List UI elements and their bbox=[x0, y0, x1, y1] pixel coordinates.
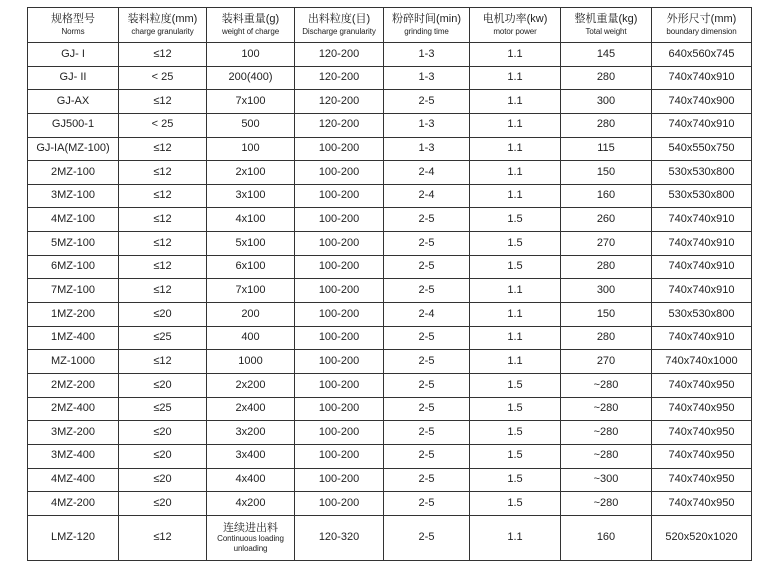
table-cell: 150 bbox=[561, 161, 652, 185]
table-row bbox=[28, 326, 752, 350]
table-cell: 1.5 bbox=[470, 208, 561, 232]
table-cell: 740x740x950 bbox=[652, 492, 752, 516]
table-cell-continuous bbox=[207, 515, 295, 560]
table-cell: ~280 bbox=[561, 373, 652, 397]
table-cell: 2-5 bbox=[384, 515, 470, 560]
table-cell: ≤12 bbox=[119, 232, 207, 256]
table-cell: 260 bbox=[561, 208, 652, 232]
table-cell: 1.1 bbox=[470, 184, 561, 208]
table-cell: 100-200 bbox=[295, 255, 384, 279]
header-total-weight: 整机重量(kg) Total weight bbox=[561, 8, 652, 43]
table-cell: 1.1 bbox=[470, 66, 561, 90]
table-cell: 100 bbox=[207, 137, 295, 161]
table-cell: GJ- I bbox=[28, 43, 119, 67]
table-cell: 2-5 bbox=[384, 279, 470, 303]
table-cell: ≤25 bbox=[119, 397, 207, 421]
table-cell: 120-320 bbox=[295, 515, 384, 560]
table-cell: 300 bbox=[561, 90, 652, 114]
table-row bbox=[28, 303, 752, 327]
table-cell: 1.1 bbox=[470, 113, 561, 137]
table-cell: 2-5 bbox=[384, 373, 470, 397]
table-cell: ≤12 bbox=[119, 279, 207, 303]
table-row-lmz-120 bbox=[28, 515, 752, 560]
table-cell: 100-200 bbox=[295, 397, 384, 421]
table-cell: < 25 bbox=[119, 113, 207, 137]
table-row bbox=[28, 350, 752, 374]
table-row bbox=[28, 43, 752, 67]
table-cell: GJ500-1 bbox=[28, 113, 119, 137]
table-cell: 1.5 bbox=[470, 255, 561, 279]
table-cell: ≤20 bbox=[119, 468, 207, 492]
table-cell: 2MZ-200 bbox=[28, 373, 119, 397]
table-row bbox=[28, 208, 752, 232]
table-cell: 520x520x1020 bbox=[652, 515, 752, 560]
table-cell: ~280 bbox=[561, 492, 652, 516]
header-charge-granularity: 装料粒度(mm) charge granularity bbox=[119, 8, 207, 43]
table-cell: 400 bbox=[207, 326, 295, 350]
table-cell: 3x100 bbox=[207, 184, 295, 208]
table-cell: 530x530x800 bbox=[652, 161, 752, 185]
table-cell: 2-5 bbox=[384, 350, 470, 374]
table-cell: 160 bbox=[561, 184, 652, 208]
table-cell: 740x740x950 bbox=[652, 397, 752, 421]
table-cell: 740x740x910 bbox=[652, 232, 752, 256]
table-cell: 4x200 bbox=[207, 492, 295, 516]
header-boundary-dimension: 外形尺寸(mm) boundary dimension bbox=[652, 8, 752, 43]
table-cell: 2x400 bbox=[207, 397, 295, 421]
table-cell: 100-200 bbox=[295, 137, 384, 161]
table-cell: 3MZ-400 bbox=[28, 444, 119, 468]
table-cell: 4MZ-400 bbox=[28, 468, 119, 492]
table-cell: 2-5 bbox=[384, 468, 470, 492]
table-cell: 2MZ-100 bbox=[28, 161, 119, 185]
table-cell: 100-200 bbox=[295, 184, 384, 208]
table-cell: 1MZ-200 bbox=[28, 303, 119, 327]
table-cell: 100-200 bbox=[295, 232, 384, 256]
table-cell: 7MZ-100 bbox=[28, 279, 119, 303]
table-row bbox=[28, 468, 752, 492]
table-cell: 200 bbox=[207, 303, 295, 327]
table-cell: 740x740x910 bbox=[652, 208, 752, 232]
continuous-label-en-2: unloading bbox=[233, 543, 268, 553]
table-cell: 2MZ-400 bbox=[28, 397, 119, 421]
table-cell: 2-5 bbox=[384, 255, 470, 279]
table-cell: ~280 bbox=[561, 397, 652, 421]
table-row bbox=[28, 66, 752, 90]
table-cell: 500 bbox=[207, 113, 295, 137]
table-cell: 1MZ-400 bbox=[28, 326, 119, 350]
table-cell: 1.1 bbox=[470, 326, 561, 350]
header-row bbox=[28, 8, 752, 43]
table-cell: 5x100 bbox=[207, 232, 295, 256]
header-motor-power: 电机功率(kw) motor power bbox=[470, 8, 561, 43]
table-cell: ≤20 bbox=[119, 303, 207, 327]
table-cell: ≤12 bbox=[119, 137, 207, 161]
table-cell: 1.1 bbox=[470, 137, 561, 161]
table-cell: 740x740x910 bbox=[652, 66, 752, 90]
table-cell: ≤12 bbox=[119, 208, 207, 232]
table-cell: 740x740x910 bbox=[652, 255, 752, 279]
table-cell: 100-200 bbox=[295, 208, 384, 232]
table-cell: 120-200 bbox=[295, 113, 384, 137]
table-cell: ≤25 bbox=[119, 326, 207, 350]
table-cell: 100-200 bbox=[295, 161, 384, 185]
spec-table bbox=[27, 7, 752, 561]
table-cell: 740x740x910 bbox=[652, 113, 752, 137]
table-cell: 100-200 bbox=[295, 279, 384, 303]
table-cell: 270 bbox=[561, 232, 652, 256]
table-cell: 1-3 bbox=[384, 113, 470, 137]
table-cell: ≤12 bbox=[119, 515, 207, 560]
table-cell: GJ-IA(MZ-100) bbox=[28, 137, 119, 161]
table-cell: 1.5 bbox=[470, 397, 561, 421]
table-cell: 4x100 bbox=[207, 208, 295, 232]
table-cell: 1.5 bbox=[470, 492, 561, 516]
table-cell: 280 bbox=[561, 326, 652, 350]
table-cell: ~280 bbox=[561, 444, 652, 468]
header-grinding-time: 粉碎时间(min) grinding time bbox=[384, 8, 470, 43]
table-cell: 100-200 bbox=[295, 373, 384, 397]
table-cell: 100-200 bbox=[295, 444, 384, 468]
table-cell: 530x530x800 bbox=[652, 184, 752, 208]
table-cell: 2-5 bbox=[384, 444, 470, 468]
table-cell: 1.1 bbox=[470, 350, 561, 374]
table-cell: 1.1 bbox=[470, 161, 561, 185]
table-cell: 145 bbox=[561, 43, 652, 67]
table-cell: ≤20 bbox=[119, 421, 207, 445]
table-cell: ≤12 bbox=[119, 161, 207, 185]
table-cell: ≤12 bbox=[119, 43, 207, 67]
table-cell: 100-200 bbox=[295, 350, 384, 374]
table-cell: 740x740x950 bbox=[652, 468, 752, 492]
table-cell: 1.1 bbox=[470, 279, 561, 303]
table-cell: 280 bbox=[561, 113, 652, 137]
table-cell: 100 bbox=[207, 43, 295, 67]
table-cell: 160 bbox=[561, 515, 652, 560]
table-cell: 100-200 bbox=[295, 468, 384, 492]
table-cell: 2-5 bbox=[384, 397, 470, 421]
table-cell: 1-3 bbox=[384, 43, 470, 67]
table-cell: 100-200 bbox=[295, 421, 384, 445]
table-cell: 1-3 bbox=[384, 137, 470, 161]
table-cell: 740x740x1000 bbox=[652, 350, 752, 374]
table-cell: 3MZ-200 bbox=[28, 421, 119, 445]
header-weight-of-charge: 装料重量(g) weight of charge bbox=[207, 8, 295, 43]
table-cell: 120-200 bbox=[295, 66, 384, 90]
table-row bbox=[28, 444, 752, 468]
table-cell: 2-5 bbox=[384, 492, 470, 516]
table-cell: GJ- II bbox=[28, 66, 119, 90]
table-cell: 1.5 bbox=[470, 421, 561, 445]
table-cell: 3MZ-100 bbox=[28, 184, 119, 208]
table-cell: 120-200 bbox=[295, 90, 384, 114]
table-cell: 7x100 bbox=[207, 90, 295, 114]
table-cell: ≤20 bbox=[119, 444, 207, 468]
table-row bbox=[28, 137, 752, 161]
table-cell: 3x200 bbox=[207, 421, 295, 445]
table-row bbox=[28, 184, 752, 208]
header-discharge-granularity: 出料粒度(目) Discharge granularity bbox=[295, 8, 384, 43]
table-cell: 740x740x900 bbox=[652, 90, 752, 114]
table-row bbox=[28, 279, 752, 303]
table-cell: 280 bbox=[561, 66, 652, 90]
table-cell: 7x100 bbox=[207, 279, 295, 303]
table-cell: 530x530x800 bbox=[652, 303, 752, 327]
table-cell: 100-200 bbox=[295, 326, 384, 350]
table-row bbox=[28, 232, 752, 256]
table-cell: 200(400) bbox=[207, 66, 295, 90]
table-cell: 740x740x910 bbox=[652, 279, 752, 303]
table-cell: < 25 bbox=[119, 66, 207, 90]
table-cell: 150 bbox=[561, 303, 652, 327]
table-cell: 2-5 bbox=[384, 90, 470, 114]
table-cell: 2-4 bbox=[384, 184, 470, 208]
table-row bbox=[28, 421, 752, 445]
table-cell: 2-5 bbox=[384, 232, 470, 256]
table-row bbox=[28, 373, 752, 397]
table-cell: 4MZ-200 bbox=[28, 492, 119, 516]
table-cell: 6x100 bbox=[207, 255, 295, 279]
table-cell: ≤12 bbox=[119, 184, 207, 208]
table-cell: 115 bbox=[561, 137, 652, 161]
table-cell: ≤12 bbox=[119, 255, 207, 279]
table-cell: 270 bbox=[561, 350, 652, 374]
table-cell: ~280 bbox=[561, 421, 652, 445]
table-cell: ≤12 bbox=[119, 90, 207, 114]
table-row bbox=[28, 90, 752, 114]
table-cell: 1.1 bbox=[470, 515, 561, 560]
table-cell: 740x740x910 bbox=[652, 326, 752, 350]
table-cell: 1-3 bbox=[384, 66, 470, 90]
table-cell: 120-200 bbox=[295, 43, 384, 67]
table-cell: 5MZ-100 bbox=[28, 232, 119, 256]
table-row bbox=[28, 161, 752, 185]
continuous-label-en-1: Continuous loading bbox=[217, 534, 284, 544]
table-cell: 2-5 bbox=[384, 326, 470, 350]
table-cell: 100-200 bbox=[295, 492, 384, 516]
table-cell: 3x400 bbox=[207, 444, 295, 468]
table-cell: 1.5 bbox=[470, 373, 561, 397]
continuous-label-zh: 连续进出料 bbox=[223, 521, 278, 534]
spec-table-container bbox=[27, 7, 751, 561]
table-cell: 1.5 bbox=[470, 444, 561, 468]
table-cell: 1.5 bbox=[470, 468, 561, 492]
table-cell: 1.5 bbox=[470, 232, 561, 256]
table-cell: ~300 bbox=[561, 468, 652, 492]
spec-table-body bbox=[28, 43, 752, 561]
table-cell: 1.1 bbox=[470, 90, 561, 114]
table-cell: 6MZ-100 bbox=[28, 255, 119, 279]
table-row bbox=[28, 492, 752, 516]
table-row bbox=[28, 113, 752, 137]
table-cell: 2-5 bbox=[384, 208, 470, 232]
table-cell: GJ-AX bbox=[28, 90, 119, 114]
table-cell: ≤20 bbox=[119, 373, 207, 397]
table-cell: 2x100 bbox=[207, 161, 295, 185]
table-cell: 4MZ-100 bbox=[28, 208, 119, 232]
table-cell: MZ-1000 bbox=[28, 350, 119, 374]
table-cell: 2x200 bbox=[207, 373, 295, 397]
table-cell: 280 bbox=[561, 255, 652, 279]
table-cell: 740x740x950 bbox=[652, 421, 752, 445]
table-cell: 1.1 bbox=[470, 303, 561, 327]
table-cell: 300 bbox=[561, 279, 652, 303]
table-cell: ≤12 bbox=[119, 350, 207, 374]
table-cell: 4x400 bbox=[207, 468, 295, 492]
table-cell: LMZ-120 bbox=[28, 515, 119, 560]
table-cell: 540x550x750 bbox=[652, 137, 752, 161]
table-cell: 2-4 bbox=[384, 303, 470, 327]
table-cell: 2-5 bbox=[384, 421, 470, 445]
table-cell: 2-4 bbox=[384, 161, 470, 185]
table-cell: 100-200 bbox=[295, 303, 384, 327]
table-cell: 740x740x950 bbox=[652, 373, 752, 397]
header-norms: 规格型号 Norms bbox=[28, 8, 119, 43]
table-cell: 1000 bbox=[207, 350, 295, 374]
table-row bbox=[28, 255, 752, 279]
table-cell: 740x740x950 bbox=[652, 444, 752, 468]
table-cell: ≤20 bbox=[119, 492, 207, 516]
table-cell: 1.1 bbox=[470, 43, 561, 67]
table-cell: 640x560x745 bbox=[652, 43, 752, 67]
table-row bbox=[28, 397, 752, 421]
